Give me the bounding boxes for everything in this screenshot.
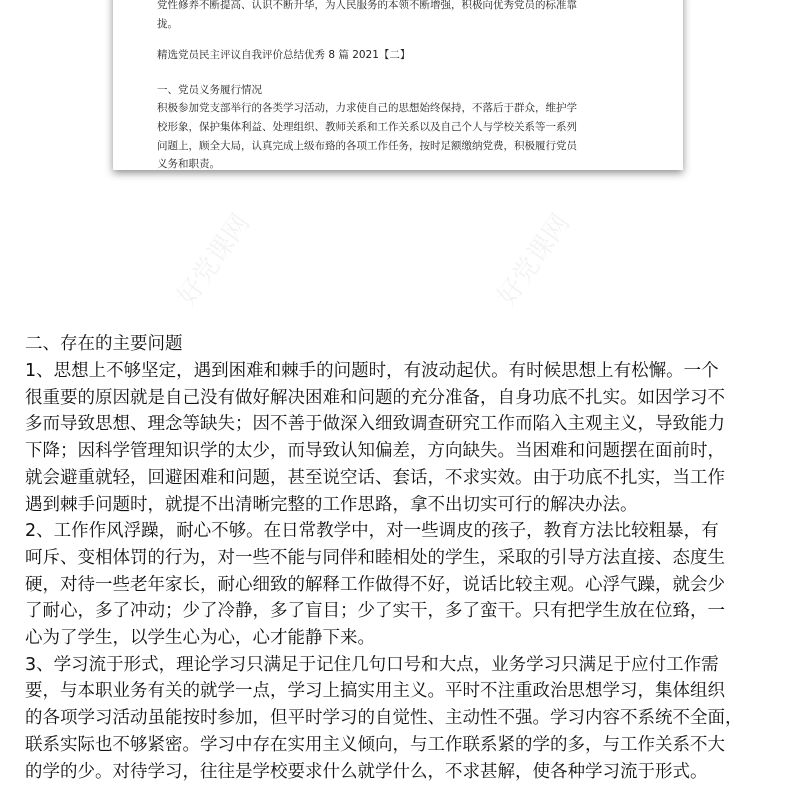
- body-text-line: 了耐心，多了冲动；少了冷静，多了盲目；少了实干，多了蛮干。只有把学生放在位臵，一: [25, 601, 725, 622]
- body-text-line: 多而导致思想、理念等缺失；因不善于做深入细致调查研究工作而陷入主观主义，导致能力: [25, 414, 725, 435]
- card-text-line: 党性修养不断提高、认识不断升华，为人民服务的本领不断增强，积极向优秀党员的标准靠: [157, 0, 577, 11]
- body-text-line: 呵斥、变相体罚的行为，对一些不能与同伴和睦相处的学生，采取的引导方法直接、态度生: [25, 547, 725, 568]
- card-text-line: 拢。: [157, 18, 178, 30]
- body-text-line: 要，与本职业务有关的就学一点，学习上搞实用主义。平时不注重政治思想学习，集体组织: [25, 681, 725, 702]
- body-text-line: 2、工作作风浮躁，耐心不够。在日常教学中，对一些调皮的孩子，教育方法比较粗暴，有: [25, 521, 719, 542]
- card-title: 精选党员民主评议自我评价总结优秀 8 篇 2021【二】: [157, 49, 411, 61]
- body-text-line: 遇到棘手问题时，就提不出清晰完整的工作思路，拿不出切实可行的解决办法。: [25, 494, 638, 515]
- body-text-line: 的学的少。对待学习，往往是学校要求什么就学什么，不求甚解，使各种学习流于形式。: [25, 761, 708, 782]
- body-text-line: 很重要的原因就是自己没有做好解决困难和问题的充分准备，自身功底不扎实。如因学习不: [25, 387, 725, 408]
- body-text-line: 心为了学生，以学生心为心，心才能静下来。: [25, 628, 375, 648]
- body-text-line: 联系实际也不够紧密。学习中存在实用主义倾向，与工作联系紧的学的多，与工作关系不大: [25, 734, 725, 755]
- watermark: 好党课网: [491, 208, 577, 312]
- card-section-heading: 一、党员义务履行情况: [157, 84, 262, 96]
- body-text-line: 硬，对待一些老年家长，耐心细致的解释工作做得不好，说话比较主观。心浮气躁，就会少: [25, 574, 725, 595]
- card-text-line: 问题上，顾全大局，认真完成上级布臵的各项工作任务，按时足额缴纳党费，积极履行党员: [157, 140, 577, 152]
- card-text-line: 校形象，保护集体利益、处理组织、教师关系和工作关系以及自己个人与学校关系等一系列: [157, 121, 577, 133]
- card-text-line: 积极参加党支部举行的各类学习活动，力求使自己的思想始终保持，不落后于群众，维护学: [157, 102, 577, 114]
- body-text-line: 3、学习流于形式，理论学习只满足于记住几句口号和大点，业务学习只满足于应付工作需: [25, 654, 719, 675]
- document-page-preview: [113, 0, 683, 170]
- body-text-line: 下降；因科学管理知识学的太少，而导致认知偏差，方向缺失。当困难和问题摆在面前时，: [25, 441, 725, 462]
- body-text-line: 的各项学习活动虽能按时参加，但平时学习的自觉性、主动性不强。学习内容不系统不全面，: [25, 708, 743, 729]
- section-heading: 二、存在的主要问题: [25, 334, 183, 354]
- watermark: 好党课网: [171, 208, 257, 312]
- card-text-line: 义务和职责。: [157, 158, 220, 170]
- body-text-line: 1、思想上不够坚定，遇到困难和棘手的问题时，有波动起伏。有时候思想上有松懈。一个: [25, 361, 719, 381]
- body-text-line: 就会避重就轻，回避困难和问题，甚至说空话、套话，不求实效。由于功底不扎实，当工作: [25, 467, 725, 488]
